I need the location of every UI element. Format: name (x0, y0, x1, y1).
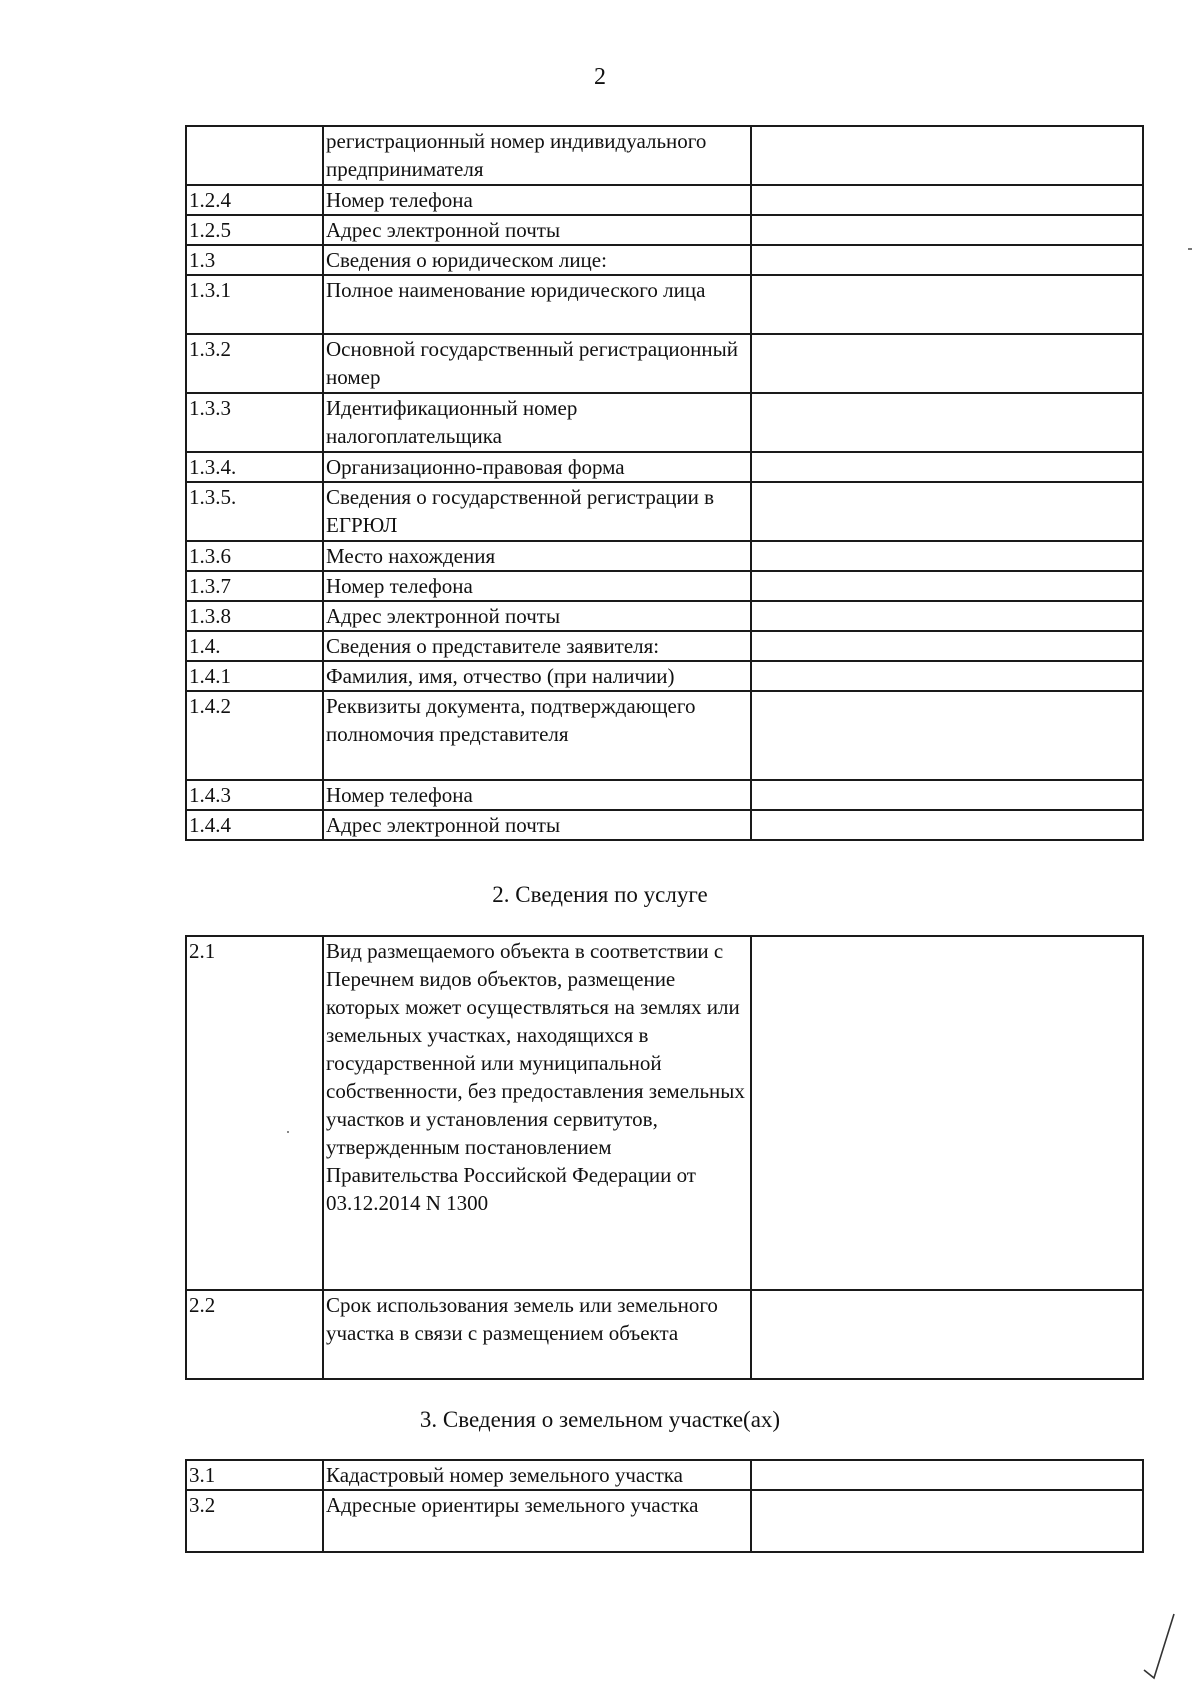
value-cell[interactable] (751, 810, 1143, 840)
row-number: 1.3.5. (186, 482, 323, 541)
row-label: Номер телефона (323, 185, 751, 215)
row-number: 1.3.6 (186, 541, 323, 571)
row-number: 1.3.8 (186, 601, 323, 631)
value-cell[interactable] (751, 245, 1143, 275)
table-row (186, 452, 1143, 482)
value-cell[interactable] (751, 541, 1143, 571)
service-info-table (185, 935, 1144, 1380)
row-label: Кадастровый номер земельного участка (323, 1460, 751, 1490)
row-label: Сведения о юридическом лице: (323, 245, 751, 275)
row-label: Сведения о представителе заявителя: (323, 631, 751, 661)
row-number: 1.3.3 (186, 393, 323, 452)
row-number: 1.4.1 (186, 661, 323, 691)
table-row (186, 810, 1143, 840)
value-cell[interactable] (751, 393, 1143, 452)
value-cell[interactable] (751, 691, 1143, 780)
value-cell[interactable] (751, 452, 1143, 482)
table-row (186, 1290, 1143, 1379)
row-label: Номер телефона (323, 780, 751, 810)
value-cell[interactable] (751, 631, 1143, 661)
row-number: 1.3.7 (186, 571, 323, 601)
row-number: 3.1 (186, 1460, 323, 1490)
table-row (186, 334, 1143, 393)
scan-mark (1188, 248, 1192, 250)
table-row (186, 482, 1143, 541)
row-number: 2.1 (186, 936, 323, 1290)
row-label: Место нахождения (323, 541, 751, 571)
table-row (186, 245, 1143, 275)
table-row (186, 541, 1143, 571)
row-number: 2.2 (186, 1290, 323, 1379)
table-row (186, 631, 1143, 661)
row-label: Основной государственный регистрационный номер (323, 334, 751, 393)
row-label: Организационно-правовая форма (323, 452, 751, 482)
table-row (186, 1490, 1143, 1552)
value-cell[interactable] (751, 334, 1143, 393)
table-row (186, 275, 1143, 334)
page-number: 2 (594, 64, 606, 90)
scan-speck (287, 1131, 289, 1133)
row-label: Адрес электронной почты (323, 601, 751, 631)
table-row (186, 1460, 1143, 1490)
value-cell[interactable] (751, 661, 1143, 691)
row-label: Сведения о государственной регистрации в ЕГРЮЛ (323, 482, 751, 541)
value-cell[interactable] (751, 185, 1143, 215)
table-row (186, 780, 1143, 810)
row-label: Адресные ориентиры земельного участка (323, 1490, 751, 1552)
row-label: регистрационный номер индивидуального предпринимателя (323, 126, 751, 185)
row-label: Фамилия, имя, отчество (при наличии) (323, 661, 751, 691)
applicant-info-table (185, 125, 1144, 841)
table-row (186, 185, 1143, 215)
table-row (186, 661, 1143, 691)
land-plot-table (185, 1459, 1144, 1553)
pen-stroke-mark (1140, 1610, 1180, 1680)
row-label: Адрес электронной почты (323, 810, 751, 840)
row-label: Полное наименование юридического лица (323, 275, 751, 334)
table-row (186, 936, 1143, 1290)
table-row (186, 571, 1143, 601)
table-row (186, 215, 1143, 245)
row-number: 3.2 (186, 1490, 323, 1552)
row-number: 1.4.3 (186, 780, 323, 810)
row-label: Реквизиты документа, подтверждающего полномочия представителя (323, 691, 751, 780)
row-label: Адрес электронной почты (323, 215, 751, 245)
value-cell[interactable] (751, 601, 1143, 631)
value-cell[interactable] (751, 482, 1143, 541)
table-row (186, 691, 1143, 780)
row-number: 1.3.4. (186, 452, 323, 482)
section-heading-land-plot: 3. Сведения о земельном участке(ах) (419, 1407, 781, 1432)
row-label: Вид размещаемого объекта в соответствии с Перечнем видов объектов, размещение которых может осуществляться на землях или земельных участках, находящихся в государственной или муниципальной собственности, без предоставления земельных участков и установления сервитутов, утвержденным постановлением Правительства Российской Федерации от 03.12.2014 N 1300 (323, 936, 751, 1290)
value-cell[interactable] (751, 780, 1143, 810)
value-cell[interactable] (751, 126, 1143, 185)
table-row (186, 393, 1143, 452)
value-cell[interactable] (751, 215, 1143, 245)
row-number: 1.3 (186, 245, 323, 275)
row-number: 1.2.5 (186, 215, 323, 245)
row-number: 1.3.2 (186, 334, 323, 393)
row-number: 1.2.4 (186, 185, 323, 215)
row-number (186, 126, 323, 185)
value-cell[interactable] (751, 936, 1143, 1290)
value-cell[interactable] (751, 275, 1143, 334)
value-cell[interactable] (751, 1290, 1143, 1379)
section-heading-service: 2. Сведения по услуге (492, 882, 708, 907)
value-cell[interactable] (751, 571, 1143, 601)
row-number: 1.3.1 (186, 275, 323, 334)
row-label: Номер телефона (323, 571, 751, 601)
table-row (186, 601, 1143, 631)
row-number: 1.4.2 (186, 691, 323, 780)
row-number: 1.4.4 (186, 810, 323, 840)
table-row (186, 126, 1143, 185)
row-number: 1.4. (186, 631, 323, 661)
value-cell[interactable] (751, 1460, 1143, 1490)
value-cell[interactable] (751, 1490, 1143, 1552)
row-label: Срок использования земель или земельного участка в связи с размещением объекта (323, 1290, 751, 1379)
row-label: Идентификационный номер налогоплательщика (323, 393, 751, 452)
